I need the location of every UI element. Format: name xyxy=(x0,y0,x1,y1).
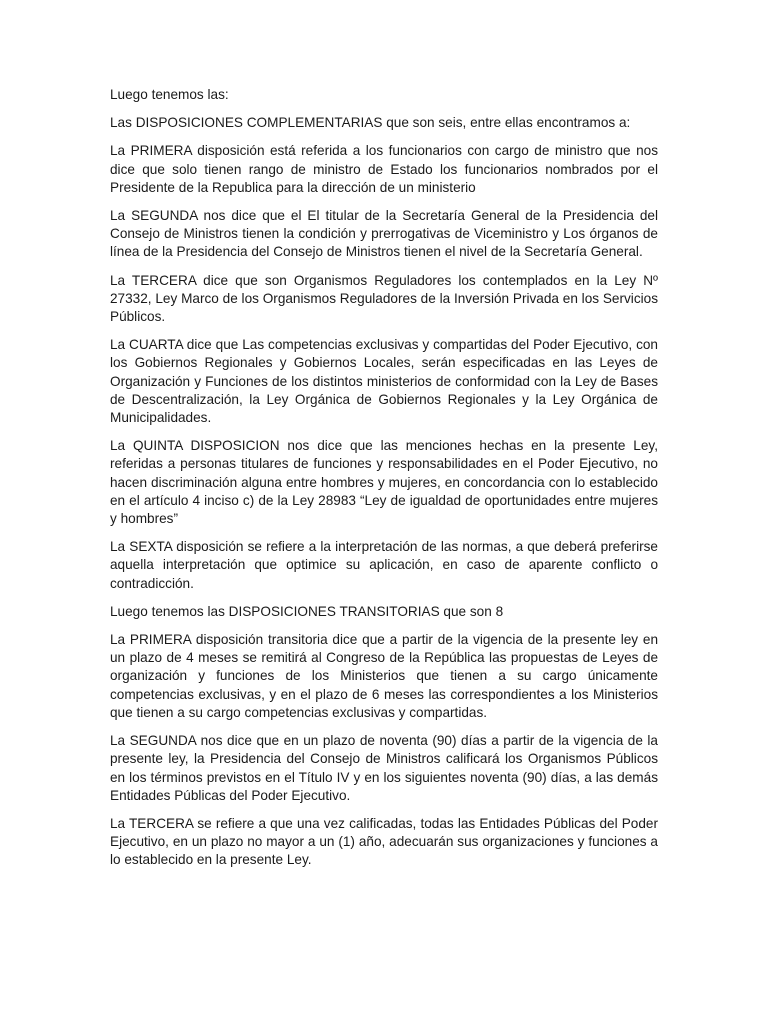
paragraph-transitoria-primera: La PRIMERA disposición transitoria dice que a partir de la vigencia de la presente ley en un plazo de 4 meses se remitirá al Congreso de la República las propuestas de Leyes de organización y funciones de los Ministerios que tienen a su cargo únicamente competencias exclusivas, y en el plazo de 6 meses las correspondientes a los Ministerios que tienen a su cargo competencias exclusivas y compartidas. xyxy=(110,632,658,720)
paragraph-tercera: La TERCERA dice que son Organismos Reguladores los contemplados en la Ley Nº 27332, Ley Marco de los Organismos Reguladores de la Inversión Privada en los Servicios Públicos. xyxy=(110,272,658,325)
paragraph-disposiciones-transitorias: Luego tenemos las DISPOSICIONES TRANSITORIAS que son 8 xyxy=(110,603,504,619)
paragraph-primera: La PRIMERA disposición está referida a los funcionarios con cargo de ministro que nos dice que solo tienen rango de ministro de Estado los funcionarios nombrados por el Presidente de la Republica para la dirección de un ministerio xyxy=(110,143,658,195)
paragraph-segunda: La SEGUNDA nos dice que el El titular de la Secretaría General de la Presidencia del Consejo de Ministros tienen la condición y prerrogativas de Viceministro y Los órganos de línea de la Presidencia del Consejo de Ministros tienen el nivel de la Secretaría General. xyxy=(110,208,658,260)
paragraph-quinta: La QUINTA DISPOSICION nos dice que las menciones hechas en la presente Ley, referidas a personas titulares de funciones y responsabilidades en el Poder Ejecutivo, no hacen discriminación alguna entre hombres y mujeres, en concordancia con lo establecido en el artículo 4 inciso c) de la Ley 28983 “Ley de igualdad de oportunidades entre mujeres y hombres” xyxy=(110,438,658,527)
paragraph-cuarta: La CUARTA dice que Las competencias exclusivas y compartidas del Poder Ejecutivo, con los Gobiernos Regionales y Gobiernos Locales, serán especificadas en las Leyes de Organización y Funciones de los distintos ministerios de conformidad con la Ley de Bases de Descentralización, la Ley Orgánica de Gobiernos Regionales y la Ley Orgánica de Municipalidades. xyxy=(110,337,658,426)
document-page xyxy=(110,86,658,880)
paragraph-sexta: La SEXTA disposición se refiere a la interpretación de las normas, a que deberá preferirse aquella interpretación que optimice su aplicación, en caso de aparente conflicto o contradicción. xyxy=(110,539,658,591)
paragraph-disposiciones-complementarias: Las DISPOSICIONES COMPLEMENTARIAS que son seis, entre ellas encontramos a: xyxy=(110,115,631,131)
paragraph-transitoria-segunda: La SEGUNDA nos dice que en un plazo de noventa (90) días a partir de la vigencia de la presente ley, la Presidencia del Consejo de Ministros calificará los Organismos Públicos en los términos previstos en el Título IV y en los siguientes noventa (90) días, a las demás Entidades Públicas del Poder Ejecutivo. xyxy=(110,733,658,803)
paragraph-intro: Luego tenemos las: xyxy=(110,87,229,102)
paragraph-transitoria-tercera: La TERCERA se refiere a que una vez calificadas, todas las Entidades Públicas del Poder Ejecutivo, en un plazo no mayor a un (1) año, adecuarán sus organizaciones y funciones a lo establecido en la presente Ley. xyxy=(110,815,658,868)
